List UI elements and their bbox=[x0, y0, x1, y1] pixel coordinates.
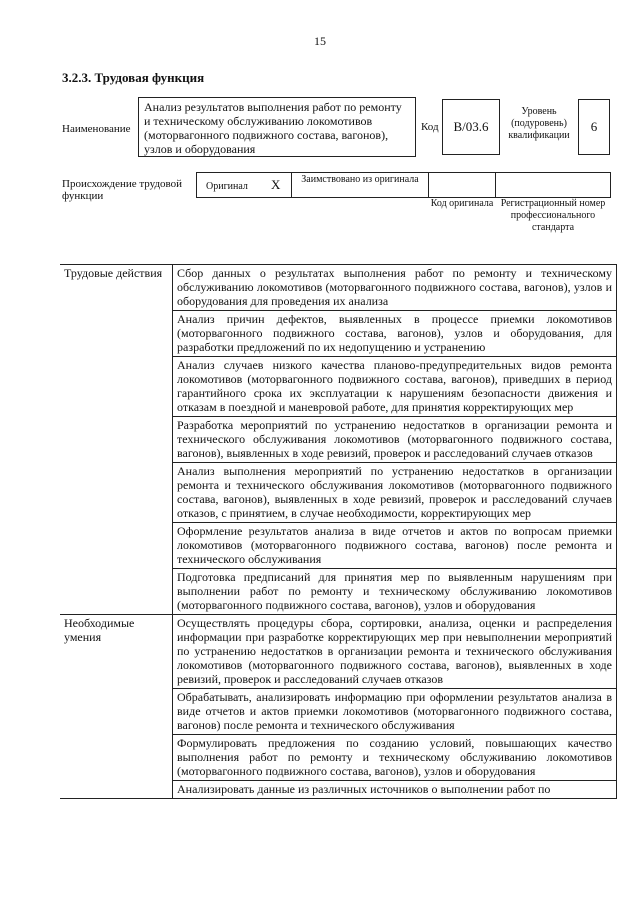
function-details-table bbox=[60, 264, 617, 799]
code-label: Код bbox=[421, 121, 439, 133]
page-number: 15 bbox=[314, 34, 326, 48]
list-item: Формулировать предложения по созданию условий, повышающих качество выполнения работ по ремонту и техническому обслуживанию локомотивов (моторвагонного подвижного состава, вагонов), узлов и оборудования bbox=[173, 735, 617, 781]
code-original-label: Код оригинала bbox=[430, 198, 494, 209]
section-label: Необходимые умения bbox=[60, 615, 173, 799]
list-item: Оформление результатов анализа в виде отчетов и актов по вопросам приемки локомотивов (моторвагонного подвижного состава, вагонов) после ремонта и технического обслуживания bbox=[173, 523, 617, 569]
section-title: 3.2.3. Трудовая функция bbox=[62, 70, 205, 85]
original-label: Оригинал bbox=[206, 181, 248, 192]
reg-number-label: Регистрационный номер профессионального стандарта bbox=[500, 198, 606, 233]
name-value: Анализ результатов выполнения работ по ремонту и техническому обслуживанию локомотивов (моторвагонного подвижного состава, вагонов), узлов и оборудования bbox=[138, 97, 416, 157]
table-row bbox=[60, 265, 617, 311]
original-mark: X bbox=[271, 177, 281, 192]
level-label: Уровень (подуровень) квалификации bbox=[508, 106, 570, 141]
list-item: Осуществлять процедуры сбора, сортировки, анализа, оценки и распределения информации при разработке корректирующих мер при невыполнении мероприятий по устранению недостатков в организации ремонта и технического обслуживания локомотивов (моторвагонного подвижного состава, вагонов), выявленных в ходе ревизий, проверок и расследований случаев отказов bbox=[173, 615, 617, 689]
list-item: Анализировать данные из различных источников о выполнении работ по bbox=[173, 781, 617, 799]
table-row bbox=[60, 615, 617, 689]
borrowed-label: Заимствовано из оригинала bbox=[301, 174, 419, 185]
origin-label: Происхождение трудовой функции bbox=[62, 178, 183, 202]
code-original-cell bbox=[428, 172, 496, 198]
name-label: Наименование bbox=[62, 123, 131, 135]
list-item: Анализ выполнения мероприятий по устранению недостатков в организации ремонта и технического обслуживания локомотивов (моторвагонного подвижного состава, вагонов), выявленных в ходе ревизий, проверок и расследований случаев отказов, с принятием, в случае необходимости, корректирующих мер bbox=[173, 463, 617, 523]
list-item: Сбор данных о результатах выполнения работ по ремонту и техническому обслуживанию локомотивов (моторвагонного подвижного состава, вагонов), узлов и оборудования для проведения их анализа bbox=[173, 265, 617, 311]
list-item: Подготовка предписаний для принятия мер по выявленным нарушениям при выполнении работ по ремонту и техническому обслуживанию локомотивов (моторвагонного подвижного состава, вагонов), узлов и оборудования bbox=[173, 569, 617, 615]
section-label: Трудовые действия bbox=[60, 265, 173, 615]
list-item: Обрабатывать, анализировать информацию при оформлении результатов анализа в виде отчетов и актов приемки локомотивов (моторвагонного подвижного состава, вагонов) после ремонта и технического обслуживания bbox=[173, 689, 617, 735]
level-value: 6 bbox=[578, 99, 610, 155]
code-value: B/03.6 bbox=[442, 99, 500, 155]
list-item: Анализ причин дефектов, выявленных в процессе приемки локомотивов (моторвагонного подвижного состава, вагонов), узлов и оборудования, для разработки предложений по их недопущению и устранению bbox=[173, 311, 617, 357]
list-item: Анализ случаев низкого качества планово-предупредительных видов ремонта локомотивов (моторвагонного подвижного состава, вагонов), приведших в период гарантийного срока их эксплуатации к нарушениям безопасности движения и отказам в поездной и маневровой работе, для принятия корректирующих мер bbox=[173, 357, 617, 417]
list-item: Разработка мероприятий по устранению недостатков в организации ремонта и технического обслуживания локомотивов (моторвагонного подвижного состава, вагонов), выявленных в ходе ревизий, проверок и расследований случаев отказов bbox=[173, 417, 617, 463]
reg-number-cell bbox=[495, 172, 611, 198]
